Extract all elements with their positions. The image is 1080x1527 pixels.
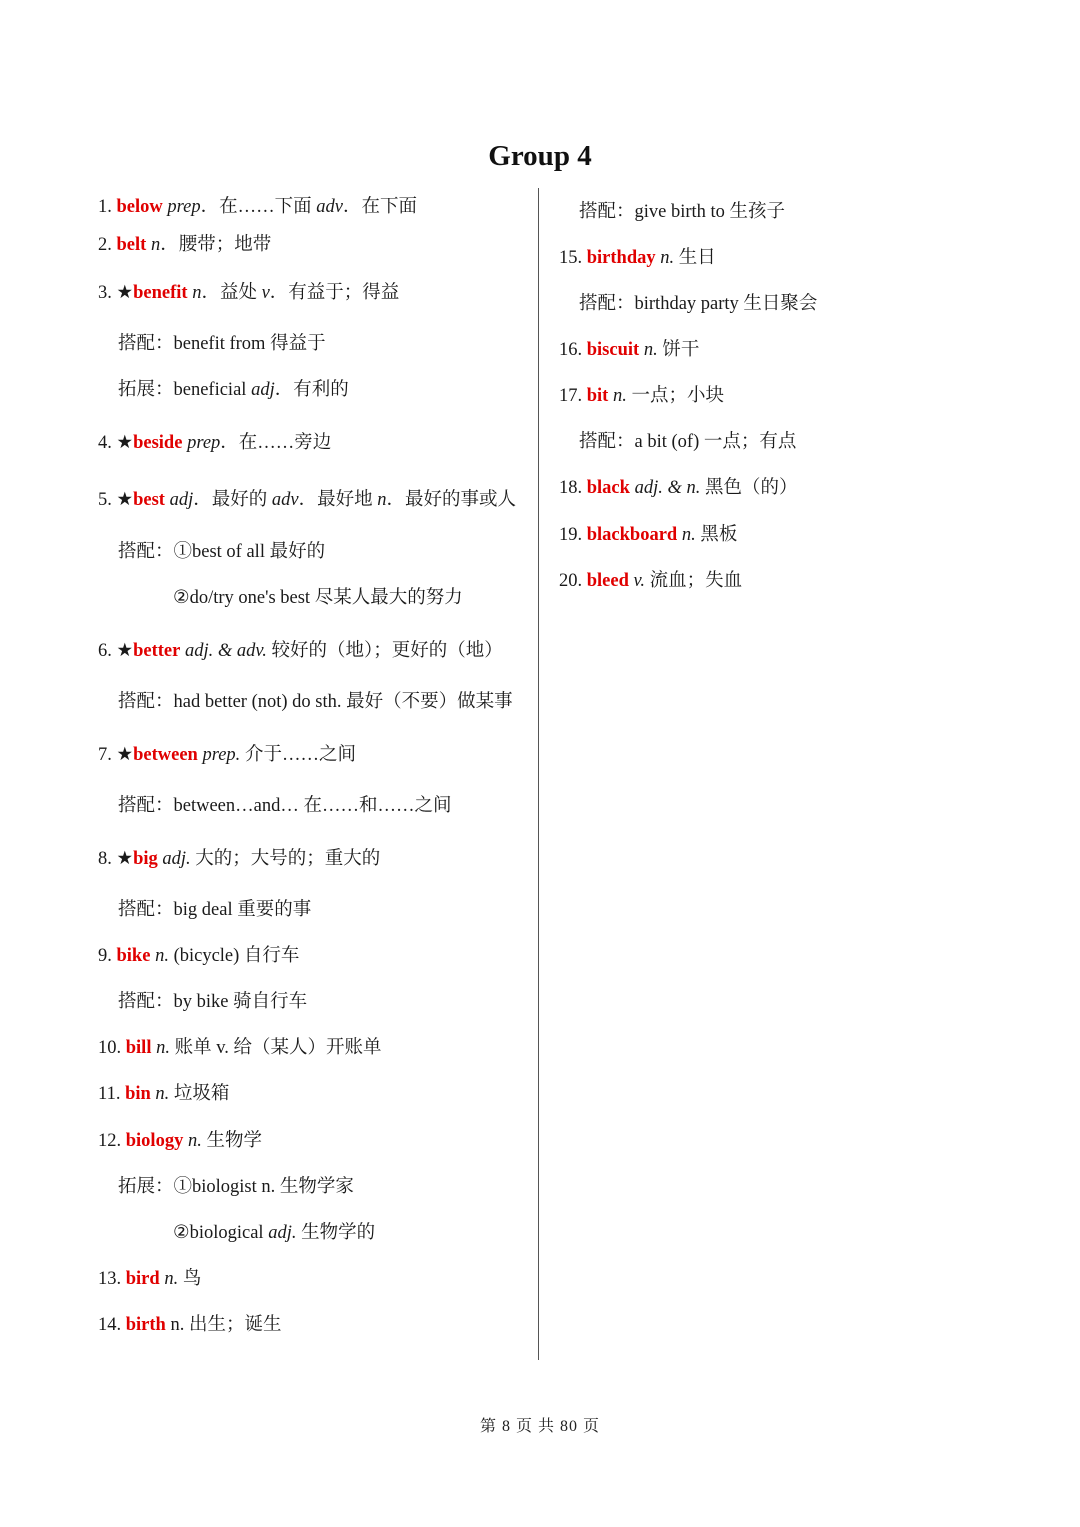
entry-line bbox=[98, 1267, 201, 1291]
entry-line bbox=[98, 743, 356, 767]
entry-text: 大的；大号的；重大的 bbox=[190, 849, 381, 869]
part-of-speech: n bbox=[377, 490, 387, 510]
headword: blackboard bbox=[586, 525, 678, 545]
part-of-speech: adj bbox=[169, 490, 194, 510]
column-divider bbox=[538, 188, 539, 1360]
entry-text: (bicycle) 自行车 bbox=[168, 946, 300, 966]
entry-line bbox=[118, 378, 349, 402]
part-of-speech: n. bbox=[155, 1084, 170, 1104]
entry-line bbox=[173, 1221, 375, 1245]
entry-text: 8. ★ bbox=[98, 849, 134, 869]
headword: bin bbox=[125, 1084, 151, 1104]
part-of-speech: v. bbox=[633, 571, 645, 591]
entry-text: 19. bbox=[559, 525, 587, 545]
entry-line bbox=[98, 1082, 229, 1106]
headword: bird bbox=[125, 1269, 160, 1289]
entry-line bbox=[559, 523, 737, 547]
entry-text: 拓展：beneficial bbox=[118, 380, 252, 400]
part-of-speech: adj. & adv. bbox=[184, 641, 267, 661]
entry-text: 9. bbox=[98, 946, 117, 966]
entry-text: ．在下面 bbox=[342, 197, 417, 217]
part-of-speech: n. bbox=[187, 1131, 202, 1151]
entry-line bbox=[559, 476, 797, 500]
entry-line bbox=[559, 246, 716, 270]
entry-text: 搭配：big deal 重要的事 bbox=[118, 900, 312, 920]
part-of-speech: n. bbox=[681, 525, 696, 545]
entry-line bbox=[559, 338, 699, 362]
entry-text: 黑板 bbox=[695, 525, 738, 545]
entry-text: 生物学的 bbox=[296, 1223, 376, 1243]
entry-line bbox=[118, 332, 326, 356]
entry-line bbox=[98, 1129, 262, 1153]
entry-text: 搭配：a bit (of) 一点；有点 bbox=[579, 432, 797, 452]
headword: bit bbox=[586, 386, 609, 406]
entry-text: 5. ★ bbox=[98, 490, 134, 510]
entry-text: ．在……旁边 bbox=[220, 433, 332, 453]
entry-text: 搭配：between…and… 在……和……之间 bbox=[118, 796, 452, 816]
entry-line bbox=[98, 195, 417, 219]
entry-text: 一点；小块 bbox=[626, 386, 724, 406]
headword: beside bbox=[133, 433, 183, 453]
entry-text: ．最好的事或人 bbox=[386, 490, 516, 510]
entry-text: 较好的（地）；更好的（地） bbox=[266, 641, 503, 661]
part-of-speech: n bbox=[192, 283, 202, 303]
entry-text: 搭配：by bike 骑自行车 bbox=[118, 992, 308, 1012]
entry-line bbox=[98, 639, 503, 663]
entry-text: 1. bbox=[98, 197, 117, 217]
entry-line bbox=[559, 569, 742, 593]
part-of-speech: adj. & n. bbox=[634, 478, 701, 498]
part-of-speech: prep. bbox=[202, 745, 241, 765]
headword: black bbox=[586, 478, 630, 498]
entry-text: 搭配：give birth to 生孩子 bbox=[579, 202, 786, 222]
entry-line bbox=[98, 488, 516, 512]
entry-text: 6. ★ bbox=[98, 641, 134, 661]
entry-text: ．有益于；得益 bbox=[269, 283, 400, 303]
entry-line bbox=[98, 233, 271, 257]
entry-line bbox=[98, 281, 399, 305]
entry-line bbox=[173, 586, 463, 610]
part-of-speech: n. bbox=[156, 1038, 170, 1058]
headword: between bbox=[133, 745, 198, 765]
entry-line bbox=[98, 1036, 382, 1060]
entry-line bbox=[118, 794, 451, 818]
entry-text: 搭配：had better (not) do sth. 最好（不要）做某事 bbox=[118, 692, 513, 712]
entry-text: 2. bbox=[98, 235, 117, 255]
page-footer: 第 8 页 共 80 页 bbox=[479, 1418, 600, 1435]
entry-line bbox=[579, 430, 796, 454]
entry-text: 18. bbox=[559, 478, 587, 498]
headword: birthday bbox=[586, 248, 656, 268]
entry-text: ．有利的 bbox=[274, 380, 349, 400]
part-of-speech: n. bbox=[612, 386, 627, 406]
entry-text: ②biological bbox=[173, 1223, 269, 1243]
part-of-speech: prep bbox=[187, 433, 221, 453]
headword: biology bbox=[125, 1131, 184, 1151]
entry-text: 10. bbox=[98, 1038, 126, 1058]
part-of-speech: n. bbox=[155, 946, 169, 966]
entry-text: 11. bbox=[98, 1084, 126, 1104]
entry-text: ．在……下面 bbox=[200, 197, 317, 217]
entry-text: 14. bbox=[98, 1315, 126, 1335]
entry-text: n. 出生；诞生 bbox=[165, 1315, 282, 1335]
entry-text: 3. ★ bbox=[98, 283, 134, 303]
entry-line bbox=[579, 200, 785, 224]
entry-line bbox=[118, 990, 307, 1014]
entry-text: 生物学 bbox=[201, 1131, 262, 1151]
part-of-speech: adv bbox=[271, 490, 299, 510]
headword: birth bbox=[125, 1315, 166, 1335]
entry-text: 流血；失血 bbox=[644, 571, 743, 591]
entry-text: 4. ★ bbox=[98, 433, 134, 453]
part-of-speech: n bbox=[150, 235, 161, 255]
entry-line bbox=[98, 1313, 281, 1337]
entry-text: 17. bbox=[559, 386, 587, 406]
entry-text: 介于……之间 bbox=[240, 745, 356, 765]
entry-line bbox=[98, 847, 380, 871]
entry-text: 12. bbox=[98, 1131, 126, 1151]
headword: bleed bbox=[586, 571, 629, 591]
entry-text: 20. bbox=[559, 571, 587, 591]
entry-text: ．益处 bbox=[201, 283, 262, 303]
entry-text: 搭配：birthday party 生日聚会 bbox=[579, 294, 818, 314]
entry-text: ②do/try one's best 尽某人最大的努力 bbox=[173, 588, 463, 608]
headword: benefit bbox=[133, 283, 188, 303]
entry-text: 黑色（的） bbox=[700, 478, 798, 498]
headword: bill bbox=[125, 1038, 152, 1058]
entry-text: 搭配：①best of all 最好的 bbox=[118, 542, 326, 562]
entry-text: 7. ★ bbox=[98, 745, 134, 765]
entry-line bbox=[118, 540, 325, 564]
part-of-speech: adj bbox=[251, 380, 275, 400]
headword: best bbox=[133, 490, 165, 510]
entry-text: 16. bbox=[559, 340, 587, 360]
entry-text: 15. bbox=[559, 248, 587, 268]
entry-text: ．最好地 bbox=[298, 490, 378, 510]
entry-line bbox=[98, 431, 331, 455]
part-of-speech: adj. bbox=[162, 849, 191, 869]
headword: biscuit bbox=[586, 340, 640, 360]
headword: below bbox=[116, 197, 163, 217]
entry-text: 饼干 bbox=[657, 340, 700, 360]
page-title: Group 4 bbox=[488, 140, 592, 172]
entry-text: ．最好的 bbox=[193, 490, 272, 510]
part-of-speech: v bbox=[261, 283, 270, 303]
entry-line bbox=[118, 690, 513, 714]
entry-text: 鸟 bbox=[178, 1269, 202, 1289]
entry-text: 生日 bbox=[674, 248, 716, 268]
entry-line bbox=[118, 898, 311, 922]
part-of-speech: prep bbox=[167, 197, 201, 217]
entry-text: 13. bbox=[98, 1269, 126, 1289]
part-of-speech: n. bbox=[660, 248, 675, 268]
entry-text: 搭配：benefit from 得益于 bbox=[118, 334, 326, 354]
entry-text: 拓展：①biologist n. 生物学家 bbox=[118, 1177, 354, 1197]
entry-text: ．腰带；地带 bbox=[160, 235, 272, 255]
part-of-speech: adj. bbox=[268, 1223, 297, 1243]
part-of-speech: n. bbox=[643, 340, 658, 360]
entry-text: 账单 v. 给（某人）开账单 bbox=[169, 1038, 382, 1058]
entry-line bbox=[579, 292, 817, 316]
entry-text: 垃圾箱 bbox=[169, 1084, 230, 1104]
entry-line bbox=[118, 1175, 354, 1199]
headword: bike bbox=[116, 946, 151, 966]
headword: big bbox=[133, 849, 158, 869]
headword: belt bbox=[116, 235, 147, 255]
part-of-speech: adv bbox=[316, 197, 343, 217]
entry-line bbox=[98, 944, 299, 968]
headword: better bbox=[133, 641, 181, 661]
part-of-speech: n. bbox=[164, 1269, 179, 1289]
entry-line bbox=[559, 384, 724, 408]
